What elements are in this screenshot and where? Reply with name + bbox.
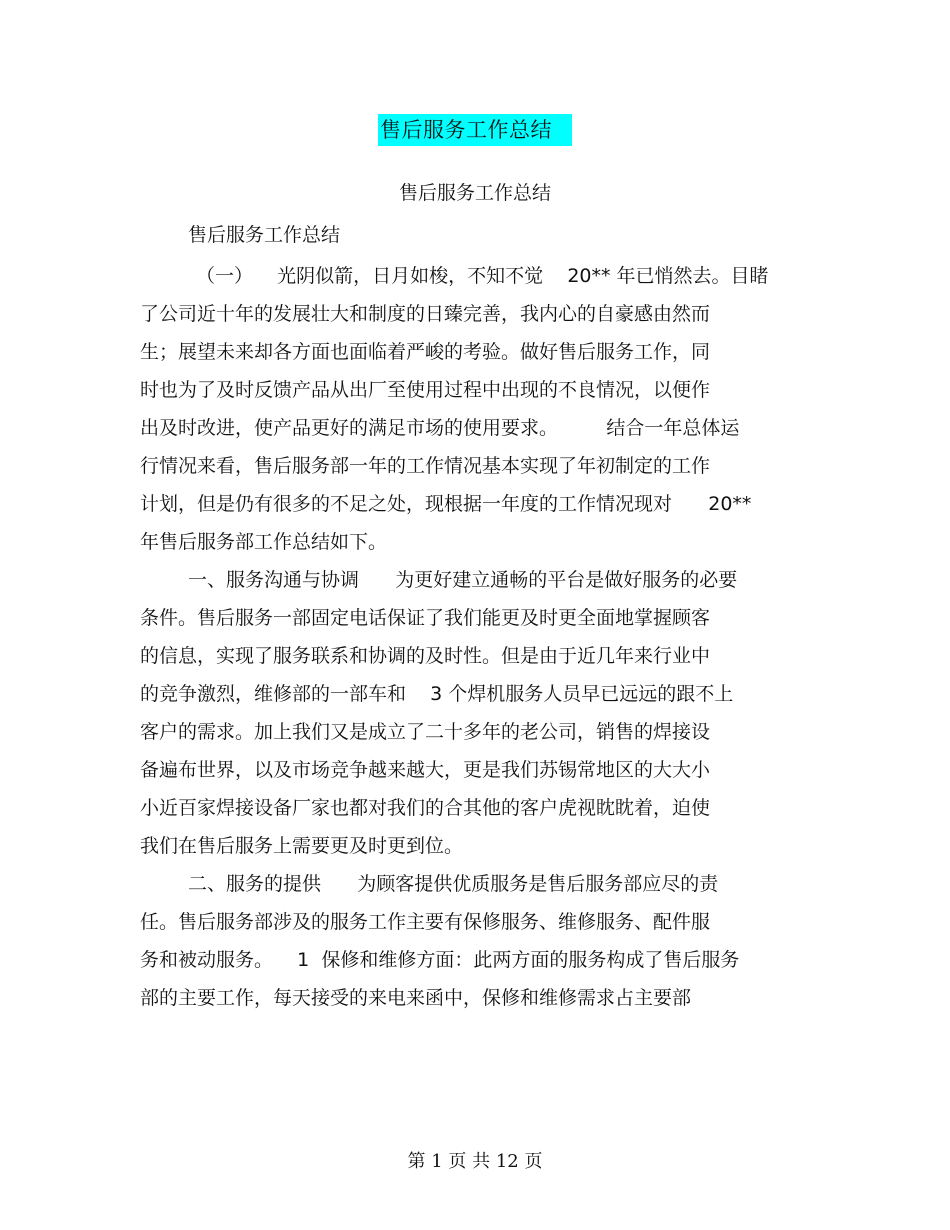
paragraph-line: 务和被动服务。 1 保修和维修方面：此两方面的服务构成了售后服务 <box>140 949 740 971</box>
paragraph-line: 生；展望未来却各方面也面临着严峻的考验。做好售后服务工作，同 <box>140 341 711 363</box>
paragraph-line: 年售后服务部工作总结如下。 <box>140 531 388 553</box>
section-heading: 售后服务工作总结 <box>188 224 341 246</box>
paragraph-line: 出及时改进，使产品更好的满足市场的使用要求。 结合一年总体运 <box>140 417 740 439</box>
paragraph-line: 行情况来看，售后服务部一年的工作情况基本实现了年初制定的工作 <box>140 455 711 477</box>
paragraph-line: 小近百家焊接设备厂家也都对我们的合其他的客户虎视眈眈着，迫使 <box>140 797 711 819</box>
title-wrap <box>0 114 950 146</box>
paragraph-line: 时也为了及时反馈产品从出厂至使用过程中出现的不良情况，以便作 <box>140 379 711 401</box>
page-footer: 第 1 页 共 12 页 <box>407 1151 543 1172</box>
paragraph-line: 我们在售后服务上需要更及时更到位。 <box>140 835 464 857</box>
paragraph-line: 任。售后服务部涉及的服务工作主要有保修服务、维修服务、配件服 <box>140 911 711 933</box>
paragraph-line: 的信息，实现了服务联系和协调的及时性。但是由于近几年来行业中 <box>140 645 711 667</box>
paragraph-line: （一） 光阴似箭，日月如梭，不知不觉 20** 年已悄然去。目睹 <box>196 265 769 287</box>
paragraph-line: 备遍布世界，以及市场竞争越来越大，更是我们苏锡常地区的大大小 <box>140 759 711 781</box>
paragraph-line: 客户的需求。加上我们又是成立了二十多年的老公司，销售的焊接设 <box>140 721 711 743</box>
document-subtitle: 售后服务工作总结 <box>398 182 551 204</box>
paragraph-line: 条件。售后服务一部固定电话保证了我们能更及时更全面地掌握顾客 <box>140 607 711 629</box>
paragraph-line: 部的主要工作，每天接受的来电来函中，保修和维修需求占主要部 <box>140 987 692 1009</box>
document-title: 售后服务工作总结 <box>378 114 572 146</box>
paragraph-line: 一、服务沟通与协调 为更好建立通畅的平台是做好服务的必要 <box>188 569 738 591</box>
body-text <box>140 263 820 1023</box>
paragraph-line: 了公司近十年的发展壮大和制度的日臻完善，我内心的自豪感由然而 <box>140 303 711 325</box>
paragraph-line: 二、服务的提供 为顾客提供优质服务是售后服务部应尽的责 <box>188 873 719 895</box>
paragraph-line: 计划，但是仍有很多的不足之处，现根据一年度的工作情况现对 20** <box>140 493 752 515</box>
paragraph-line: 的竞争激烈，维修部的一部车和 3 个焊机服务人员早已远远的跟不上 <box>140 683 734 705</box>
